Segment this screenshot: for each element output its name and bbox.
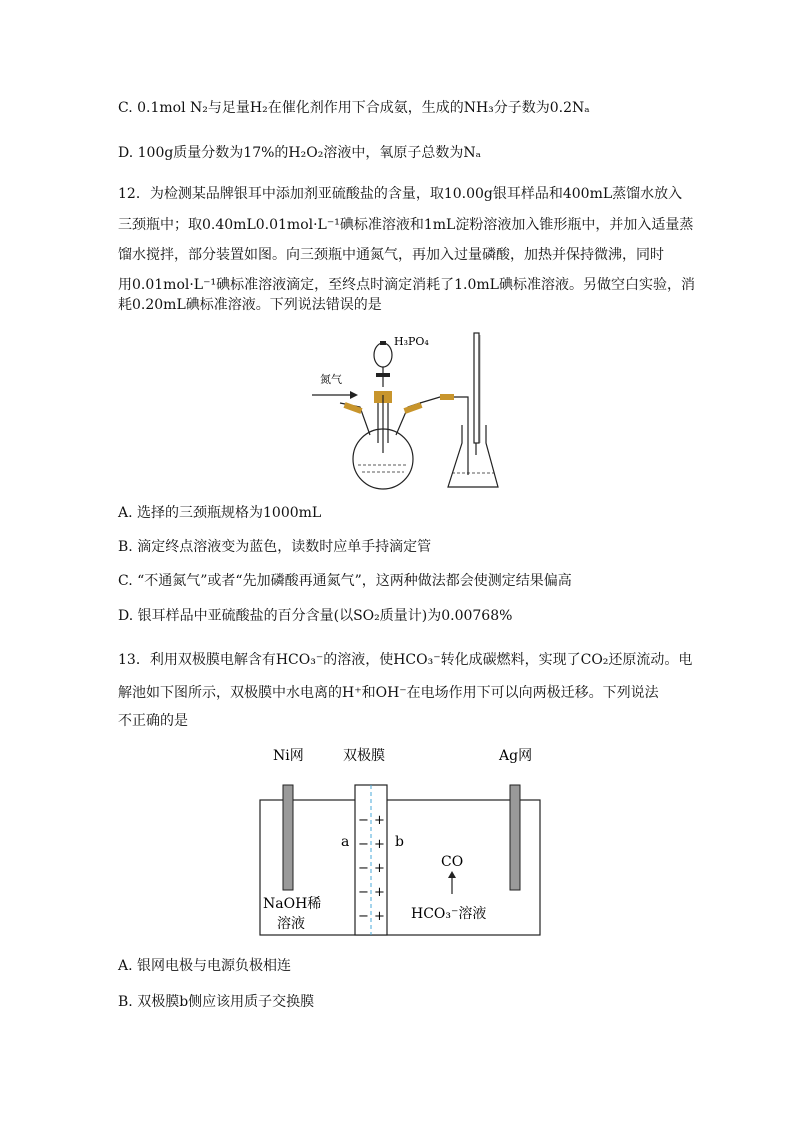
option-12d: D. 银耳样品中亚硫酸盐的百分含量(以SO₂质量计)为0.00768%: [118, 608, 513, 624]
question-12-line-4: 用0.01mol·L⁻¹碘标准溶液滴定，至终点时滴定消耗了1.0mL碘标准溶液。另做空白实验，消: [118, 277, 695, 293]
option-12b: B. 滴定终点溶液变为蓝色，读数时应单手持滴定管: [118, 539, 432, 555]
option-12a: A. 选择的三颈瓶规格为1000mL: [118, 505, 322, 521]
plus-sign: +: [374, 861, 385, 876]
titration-apparatus-figure: [300, 325, 510, 495]
question-12-line-2: 三颈瓶中；取0.40mL0.01mol·L⁻¹碘标准溶液和1mL淀粉溶液加入锥形瓶中，并加入适量蒸: [118, 217, 694, 233]
question-13-line-3: 不正确的是: [118, 713, 188, 729]
naoh-solution-label: 溶液: [277, 916, 305, 932]
plus-sign: +: [374, 813, 385, 828]
co-label: CO: [441, 854, 464, 870]
minus-sign: −: [358, 813, 369, 828]
question-13-line-1: 13．利用双极膜电解含有HCO₃⁻的溶液，使HCO₃⁻转化成碳燃料，实现了CO₂还原流动。电: [118, 652, 693, 668]
option-12c: C. “不通氮气”或者“先加磷酸再通氮气”，这两种做法都会使测定结果偏高: [118, 573, 572, 589]
minus-sign: −: [358, 837, 369, 852]
question-13-line-2: 解池如下图所示，双极膜中水电离的H⁺和OH⁻在电场作用下可以向两极迁移。下列说法: [118, 685, 659, 701]
ag-electrode-label: Ag网: [499, 748, 533, 764]
minus-sign: −: [358, 885, 369, 900]
option-11d: D. 100g质量分数为17%的H₂O₂溶液中，氧原子总数为Nₐ: [118, 145, 481, 161]
bicarbonate-solution-label: HCO₃⁻溶液: [411, 906, 487, 922]
plus-sign: +: [374, 909, 385, 924]
question-12-line-5: 耗0.20mL碘标准溶液。下列说法错误的是: [118, 297, 382, 313]
naoh-solution-label: NaOH稀: [263, 896, 322, 912]
question-12-line-3: 馏水搅拌，部分装置如图。向三颈瓶中通氮气，再加入过量磷酸，加热并保持微沸，同时: [118, 247, 664, 263]
plus-sign: +: [374, 885, 385, 900]
option-13a: A. 银网电极与电源负极相连: [118, 958, 292, 974]
electrolysis-cell-figure: [255, 740, 545, 940]
option-11c: C. 0.1mol N₂与足量H₂在催化剂作用下合成氨，生成的NH₃分子数为0.2Nₐ: [118, 100, 590, 116]
ni-electrode-label: Ni网: [273, 748, 304, 764]
reagent-label: H₃PO₄: [394, 335, 429, 348]
gas-label: 氮气: [320, 373, 342, 386]
minus-sign: −: [358, 861, 369, 876]
side-a-label: a: [341, 834, 350, 850]
side-b-label: b: [395, 834, 404, 850]
option-13b: B. 双极膜b侧应该用质子交换膜: [118, 994, 315, 1010]
minus-sign: −: [358, 909, 369, 924]
membrane-label: 双极膜: [343, 748, 385, 764]
plus-sign: +: [374, 837, 385, 852]
question-12-line-1: 12．为检测某品牌银耳中添加剂亚硫酸盐的含量，取10.00g银耳样品和400mL蒸馏水放入: [118, 186, 683, 202]
